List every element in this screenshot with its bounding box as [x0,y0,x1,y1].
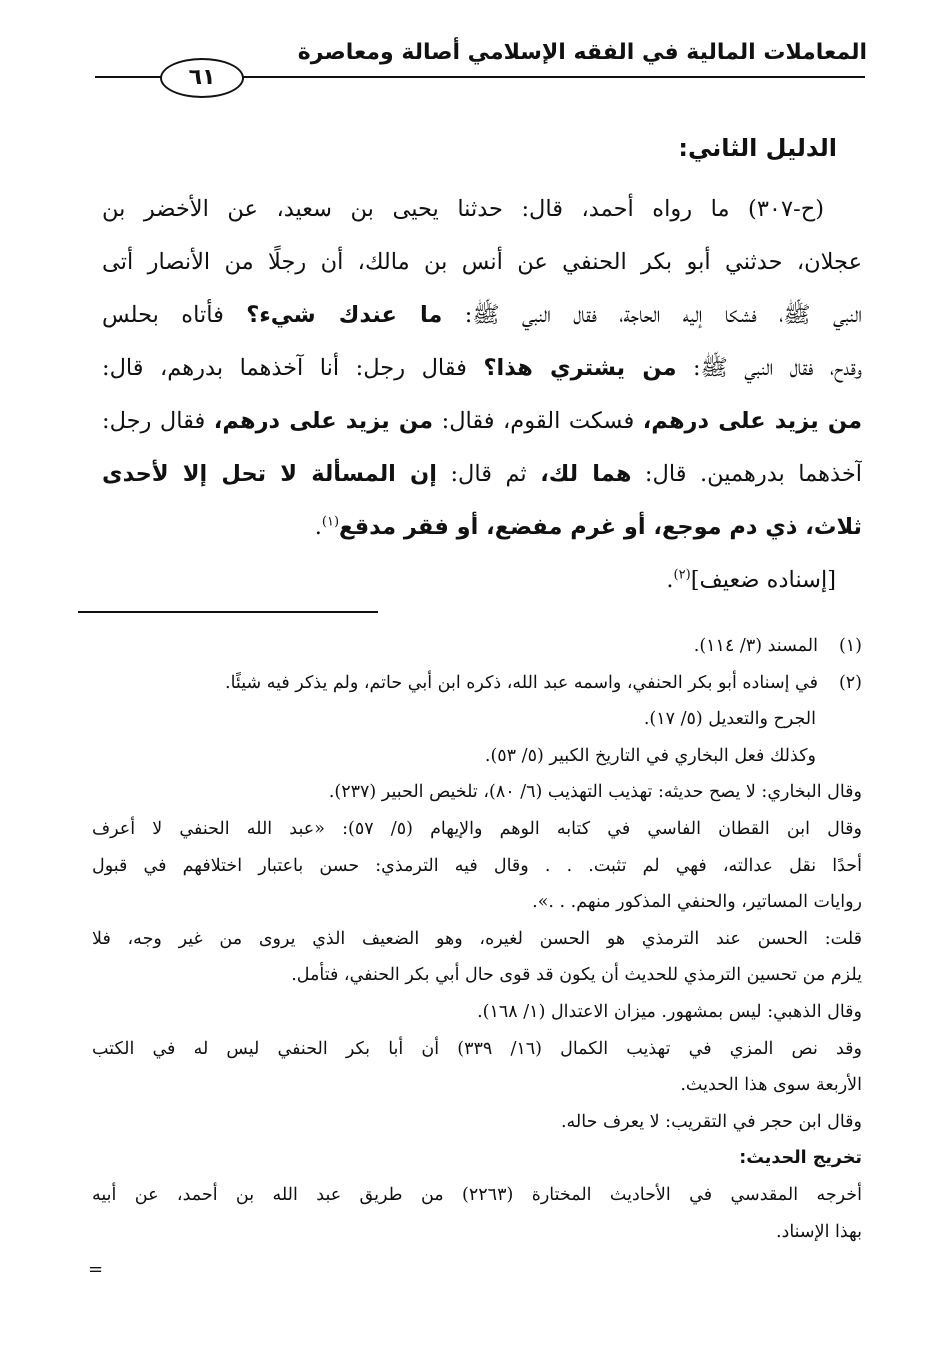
hadith-quote: من يزيد على درهم، [642,408,862,434]
hadith-line-4 [102,342,862,395]
page-number: ٦١ [160,58,244,98]
grading-text: [إسناده ضعيف] [690,567,836,593]
footnote-1 [92,628,862,665]
running-title: المعاملات المالية في الفقه الإسلامي أصالة ومعاصرة [297,40,867,65]
hadith-segment: آخذهما بدرهمين. قال: [644,461,862,487]
footnote-marker: (١) [838,636,862,656]
hadith-quote: هما لك، [540,461,632,487]
footnote-line: وقال ابن القطان الفاسي في كتابه الوهم والإيهام (٥/ ٥٧): «عبد الله الحنفي لا أعرف [92,818,862,839]
hadith-segment: وقدح، فقال النبي ﷺ: [693,355,862,381]
hadith-line-6 [102,448,862,501]
hadith-segment: فقال رجل: [102,408,206,434]
footnote-line: وقال ابن حجر في التقريب: لا يعرف حاله. [560,1111,862,1132]
footnote-line: وقد نص المزي في تهذيب الكمال (١٦/ ٣٣٩) أن أبا بكر الحنفي ليس له في الكتب [92,1038,862,1059]
footnote-line: يلزم من تحسين الترمذي للحديث أن يكون قد قوى حال أبي بكر الحنفي، فتأمل. [291,965,862,986]
hadith-segment: ثم قال: [450,461,527,487]
hadith-text [102,183,862,607]
hadith-line-1: (ح-٣٠٧) ما رواه أحمد، قال: حدثنا يحيى بن سعيد، عن الأخضر بن [102,196,824,222]
hadith-line-5 [102,395,862,448]
footnote-line: وقال البخاري: لا يصح حديثه: تهذيب التهذيب (٦/ ٨٠)، تلخيص الحبير (٢٣٧). [328,782,862,803]
hadith-segment: فقال رجل: أنا آخذهما بدرهم، قال: [102,355,467,381]
section-heading: الدليل الثاني: [678,134,837,162]
hadith-quote: إن المسألة لا تحل إلا لأحدى [102,461,437,487]
footnotes [92,628,862,1250]
footnote-ref-2: (٢) [673,567,691,583]
hadith-segment: النبي ﷺ، فشكا إليه الحاجة، فقال النبي ﷺ: [464,302,862,328]
takhrij-heading: تخريج الحديث: [739,1148,862,1169]
footnote-rule [78,611,378,613]
footnote-line: قلت: الحسن عند الترمذي هو الحسن لغيره، وهو الضعيف الذي يروى من غير وجه، فلا [92,928,862,949]
footnote-line: أحدًا نقل عدالته، فهي لم تثبت. . . وقال فيه الترمذي: حسن باعتبار اختلافهم في قبول [92,855,862,876]
footnote-2 [92,665,862,702]
grading-line [102,554,862,607]
footnote-text: في إسناده أبو بكر الحنفي، واسمه عبد الله، ذكره ابن أبي حاتم، ولم يذكر فيه شيئًا. [225,672,818,693]
footnote-marker: (٢) [838,672,862,693]
hadith-quote: من يزيد على درهم، [213,408,434,434]
hadith-segment: . [314,514,322,540]
continuation-mark: = [88,1259,104,1280]
hadith-segment: فأتاه بحلس [102,302,224,328]
hadith-line-3 [102,289,862,342]
footnote-line: الأربعة سوى هذا الحديث. [680,1075,862,1096]
footnote-text: المسند (٣/ ١١٤). [693,636,818,656]
takhrij-line: بهذا الإسناد. [775,1221,862,1242]
hadith-quote: ما عندك شيء؟ [246,302,443,328]
takhrij-line: أخرجه المقدسي في الأحاديث المختارة (٢٢٦٣) من طريق عبد الله بن أحمد، عن أبيه [92,1184,862,1205]
hadith-line-2: عجلان، حدثني أبو بكر الحنفي عن أنس بن مالك، أن رجلًا من الأنصار أتى [102,249,862,275]
grading-segment: . [666,567,674,593]
hadith-line-7 [102,501,862,554]
footnote-line: وقال الذهبي: ليس بمشهور. ميزان الاعتدال (١/ ١٦٨). [477,1001,862,1022]
footnote-line: وكذلك فعل البخاري في التاريخ الكبير (٥/ ٥٣). [484,745,816,766]
hadith-quote: من يشتري هذا؟ [483,355,677,381]
hadith-segment: فسكت القوم، فقال: [441,408,635,434]
footnote-line: روايات المساتير، والحنفي المذكور منهم. . .». [532,892,862,913]
footnote-line: الجرح والتعديل (٥/ ١٧). [643,709,816,730]
footnote-ref-1: (١) [321,514,340,530]
hadith-quote: ثلاث، ذي دم موجع، أو غرم مفضع، أو فقر مدقع [339,514,862,540]
